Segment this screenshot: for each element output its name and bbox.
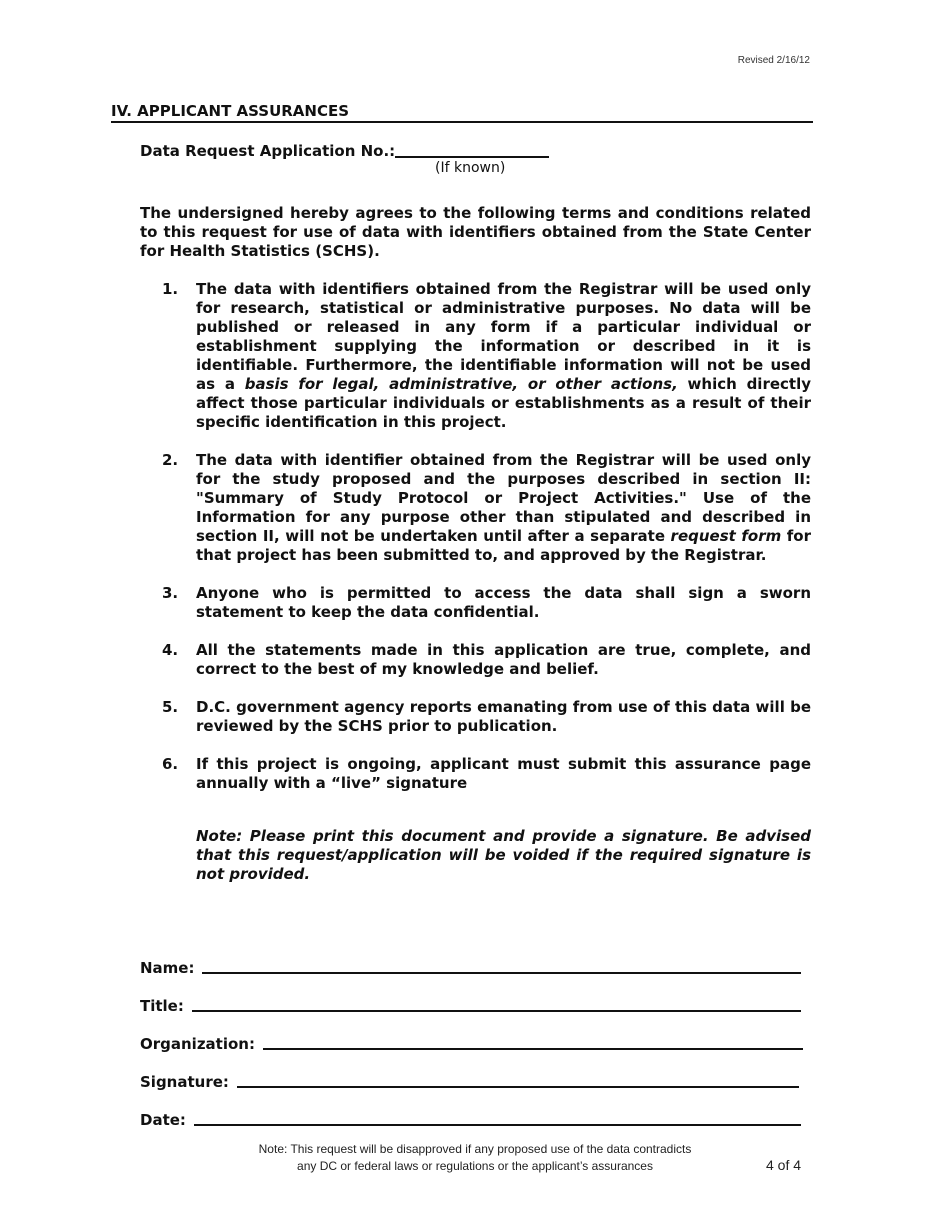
item-number: 3. <box>162 584 179 602</box>
application-number-field[interactable] <box>395 141 549 158</box>
footer-note <box>210 1141 740 1175</box>
organization-label: Organization: <box>140 1035 255 1053</box>
list-item <box>162 280 811 432</box>
intro-paragraph: The undersigned hereby agrees to the following terms and conditions related to this request for use of data with identifiers obtained from the State Center for Health Statistics (SCHS). <box>140 204 811 260</box>
footer-line-2: any DC or federal laws or regulations or the applicant’s assurances <box>297 1159 653 1173</box>
signature-block <box>140 940 810 1130</box>
organization-row <box>140 1016 810 1054</box>
if-known-hint: (If known) <box>435 160 506 176</box>
title-field[interactable] <box>192 996 801 1012</box>
title-label: Title: <box>140 997 184 1015</box>
signature-label: Signature: <box>140 1073 229 1091</box>
item-number: 4. <box>162 641 179 659</box>
item-text: The data with identifiers obtained from the Registrar will be used only for research, statistical or administrative purposes. No data will be published or released in any form if a particular individual or establishment supplying the information or described in it is identifiable. Furthermore, the identifiable information will not be used as a basis for legal, administrative, or other actions, which directly affect those particular individuals or establishments as a result of their specific identification in this project. <box>196 280 812 431</box>
item-number: 5. <box>162 698 179 716</box>
page-number: 4 of 4 <box>766 1157 802 1173</box>
section-title: IV. APPLICANT ASSURANCES <box>111 101 813 123</box>
item-text: If this project is ongoing, applicant must submit this assurance page annually with a “live” signature <box>196 755 811 792</box>
organization-field[interactable] <box>263 1034 803 1050</box>
title-row <box>140 978 810 1016</box>
item-number: 6. <box>162 755 179 773</box>
date-label: Date: <box>140 1111 186 1129</box>
list-item <box>162 451 811 565</box>
item-number: 1. <box>162 280 179 298</box>
name-label: Name: <box>140 959 195 977</box>
date-row <box>140 1092 810 1130</box>
item-text: The data with identifier obtained from the Registrar will be used only for the study proposed and the purposes described in section II: "Summary of Study Protocol or Project Activities." Use of the Information for any purpose other than stipulated and described in section II, will not be undertaken until after a separate request form for that project has been submitted to, and approved by the Registrar. <box>196 451 811 564</box>
revision-date: Revised 2/16/12 <box>737 55 810 66</box>
list-item <box>162 641 811 679</box>
list-item <box>162 584 811 622</box>
signature-field[interactable] <box>237 1072 799 1088</box>
signature-row <box>140 1054 810 1092</box>
assurance-list <box>162 280 811 812</box>
date-field[interactable] <box>194 1110 801 1126</box>
footer-line-1: Note: This request will be disapproved if any proposed use of the data contradicts <box>258 1142 692 1156</box>
signature-note: Note: Please print this document and provide a signature. Be advised that this request/application will be voided if the required signature is not provided. <box>196 827 811 883</box>
item-text: Anyone who is permitted to access the data shall sign a sworn statement to keep the data confidential. <box>196 584 811 621</box>
item-text: All the statements made in this application are true, complete, and correct to the best of my knowledge and belief. <box>196 641 811 678</box>
list-item <box>162 698 811 736</box>
item-text: D.C. government agency reports emanating from use of this data will be reviewed by the SCHS prior to publication. <box>196 698 811 735</box>
application-number-label: Data Request Application No.: <box>140 142 396 160</box>
item-number: 2. <box>162 451 179 469</box>
name-field[interactable] <box>202 958 801 974</box>
list-item <box>162 755 811 793</box>
application-number-row <box>140 141 549 161</box>
name-row <box>140 940 810 978</box>
